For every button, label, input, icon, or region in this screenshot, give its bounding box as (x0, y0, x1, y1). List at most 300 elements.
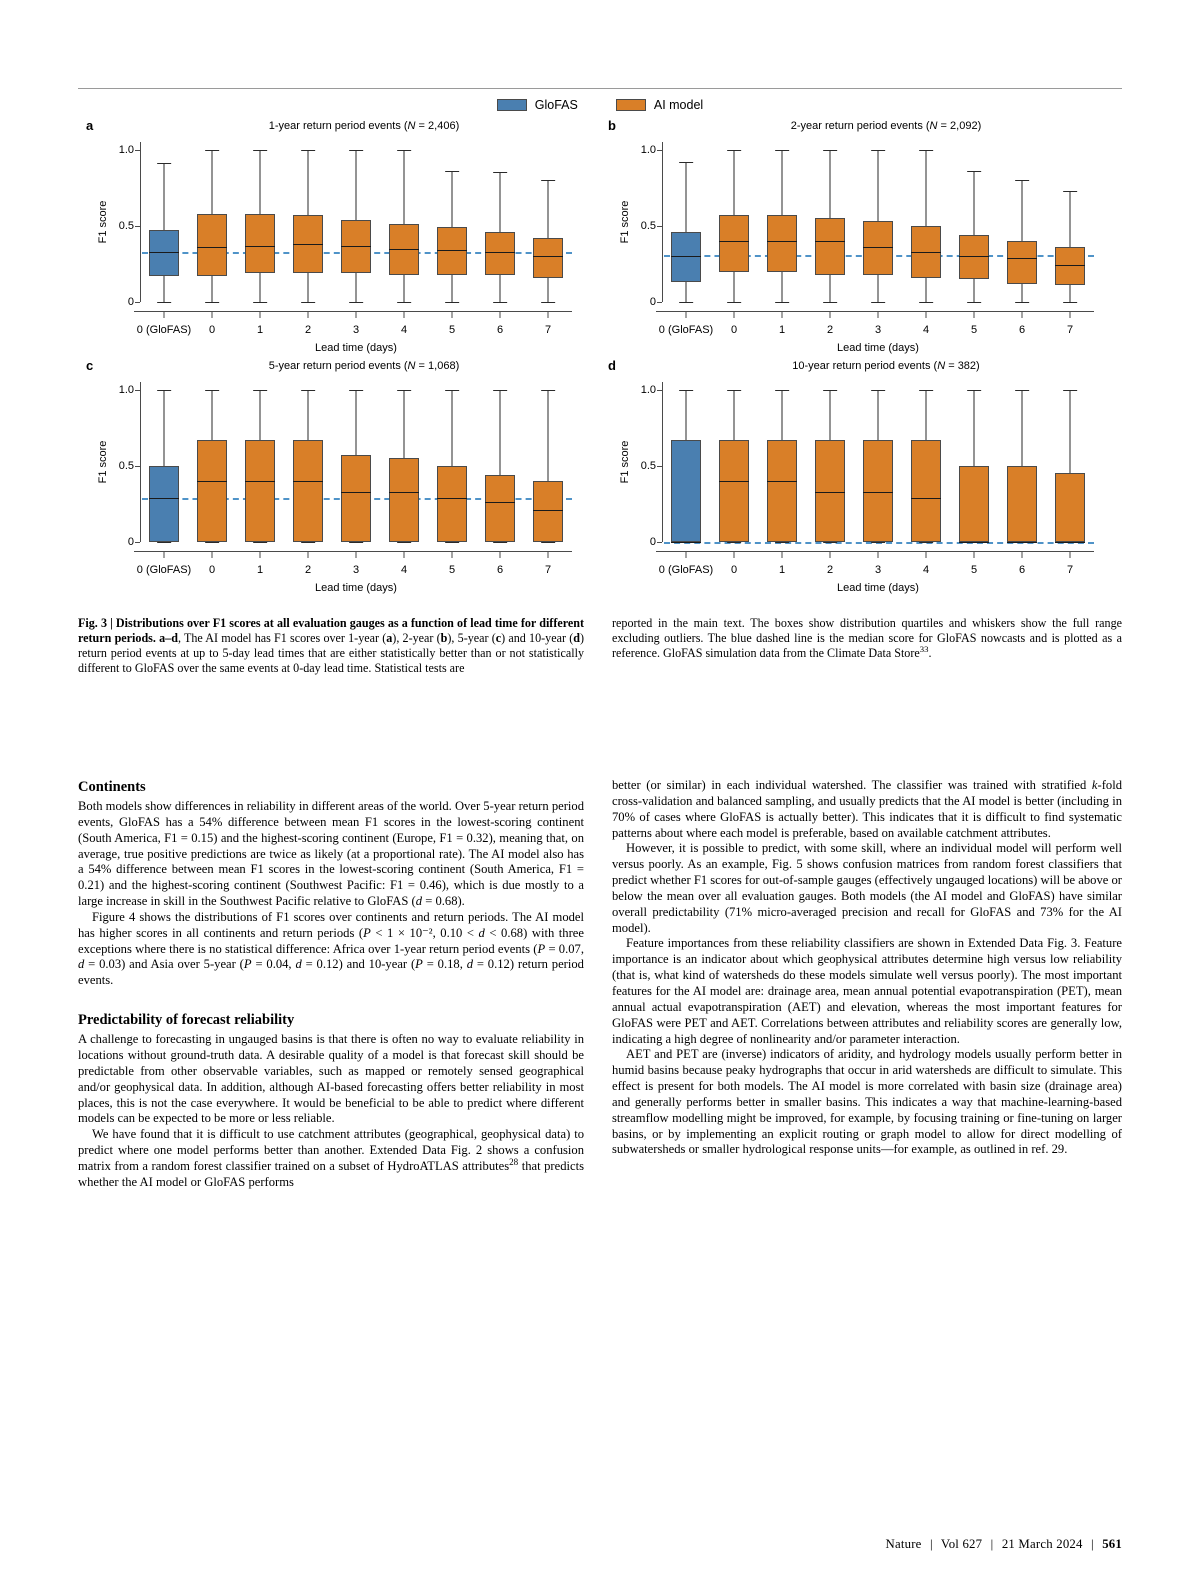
whisker-upper-a-2 (260, 150, 261, 214)
x-tick-label-b-7: 6 (1018, 324, 1026, 336)
whisker-cap-upper-a-7 (493, 172, 507, 173)
x-tick-d-0 (686, 552, 687, 558)
panel-letter-c: c (86, 358, 94, 373)
y-tick-a-1 (135, 226, 140, 227)
y-tick-label-a-1: 0.5 (118, 219, 134, 232)
y-tick-label-a-2: 1.0 (118, 143, 134, 156)
whisker-cap-lower-b-2 (775, 302, 789, 303)
median-b-6 (959, 256, 989, 257)
x-tick-label-a-8: 7 (544, 324, 552, 336)
whisker-cap-lower-b-3 (823, 302, 837, 303)
whisker-cap-lower-c-1 (205, 542, 219, 543)
whisker-lower-a-0 (164, 276, 165, 302)
panel-a (78, 118, 590, 358)
box-a-1 (197, 214, 227, 276)
whisker-upper-b-3 (830, 150, 831, 219)
x-tick-label-b-3: 2 (826, 324, 834, 336)
whisker-cap-upper-a-0 (157, 163, 171, 164)
whisker-cap-lower-a-7 (493, 302, 507, 303)
whisker-upper-a-6 (452, 171, 453, 227)
median-c-7 (485, 502, 515, 503)
whisker-cap-lower-b-5 (919, 302, 933, 303)
whisker-upper-c-6 (452, 390, 453, 466)
y-axis-label-d: F1 score (619, 440, 631, 484)
y-tick-d-0 (657, 542, 662, 543)
whisker-upper-b-4 (878, 150, 879, 222)
whisker-cap-lower-b-0 (679, 302, 693, 303)
median-c-3 (293, 481, 323, 482)
x-axis-label-c: Lead time (days) (315, 582, 397, 594)
box-a-8 (533, 238, 563, 278)
y-tick-c-0 (135, 542, 140, 543)
heading-continents: Continents (78, 779, 146, 795)
x-tick-a-2 (260, 312, 261, 318)
median-c-2 (245, 481, 275, 482)
legend-label-glofas: GloFAS (534, 98, 578, 112)
footer-page-number: 561 (1102, 1537, 1122, 1551)
y-axis-d (662, 382, 663, 542)
whisker-cap-upper-a-3 (301, 150, 315, 151)
whisker-upper-d-1 (734, 390, 735, 440)
page-footer (886, 1537, 1122, 1552)
whisker-upper-d-6 (974, 390, 975, 466)
box-c-1 (197, 440, 227, 542)
panel-title-d: 10-year return period events (N = 382) (792, 360, 980, 372)
x-tick-label-b-0: 0 (GloFAS) (658, 324, 714, 336)
whisker-upper-b-6 (974, 171, 975, 235)
x-tick-label-d-5: 4 (922, 564, 930, 576)
median-c-6 (437, 498, 467, 499)
whisker-upper-a-8 (548, 180, 549, 238)
whisker-cap-lower-a-5 (397, 302, 411, 303)
y-tick-d-1 (657, 466, 662, 467)
box-b-7 (1007, 241, 1037, 284)
paragraph-right-1: better (or similar) in each individual watershed. The classifier was trained with stratified k-fold cross-validation and balanced sampling, and usually predicts that the AI model is better (including in 70% of cases where GloFAS is actually better). This indicates that it is difficult to find systematic patterns about where each model is preferable, based on available catchment attributes. (612, 778, 1122, 840)
whisker-lower-a-5 (404, 275, 405, 302)
legend-swatch-glofas (497, 99, 527, 111)
whisker-cap-upper-d-1 (727, 390, 741, 391)
whisker-lower-a-6 (452, 275, 453, 302)
whisker-upper-d-7 (1022, 390, 1023, 466)
whisker-cap-upper-b-1 (727, 150, 741, 151)
whisker-cap-lower-c-2 (253, 542, 267, 543)
panel-letter-d: d (608, 358, 616, 373)
x-tick-label-a-1: 0 (208, 324, 216, 336)
footer-volume: Vol 627 (940, 1537, 983, 1551)
heading-predictability: Predictability of forecast reliability (78, 1012, 295, 1029)
paragraph-right-3: Feature importances from these reliability classifiers are shown in Extended Data Fig. 3. Feature importance is an indicator about which geophysical attributes determine high versus low reliability (that is, what kind of watersheds do these models simulate well versus poorly). The most important features for the AI model are: drainage area, mean annual potential evapotranspiration (PET), mean annual actual evapotranspiration (AET) and elevation, whereas the most important features for GloFAS were PET and AET. Correlations between attributes and reliability scores are generally low, indicating a high degree of nonlinearity and/or parameter interaction. (612, 936, 1122, 1046)
plot-area-d (619, 382, 1094, 594)
median-a-8 (533, 256, 563, 257)
x-tick-a-6 (452, 312, 453, 318)
x-tick-label-a-3: 2 (304, 324, 312, 336)
median-a-4 (341, 246, 371, 247)
whisker-upper-c-5 (404, 390, 405, 459)
median-c-5 (389, 492, 419, 493)
whisker-cap-lower-c-6 (445, 542, 459, 543)
whisker-cap-lower-c-8 (541, 542, 555, 543)
whisker-lower-a-1 (212, 276, 213, 302)
panel-letter-a: a (86, 118, 94, 133)
footer-sep-3: | (1091, 1537, 1094, 1551)
y-axis-c (140, 382, 141, 542)
whisker-cap-upper-d-7 (1015, 390, 1029, 391)
box-c-2 (245, 440, 275, 542)
median-b-8 (1055, 265, 1085, 266)
x-axis-d (656, 551, 1094, 552)
x-tick-label-c-5: 4 (400, 564, 408, 576)
whisker-upper-a-1 (212, 150, 213, 214)
x-tick-label-b-2: 1 (778, 324, 786, 336)
whisker-upper-b-0 (686, 162, 687, 232)
x-tick-b-1 (734, 312, 735, 318)
whisker-cap-lower-b-4 (871, 302, 885, 303)
whisker-cap-lower-d-2 (775, 542, 789, 543)
whisker-lower-a-2 (260, 273, 261, 302)
x-tick-label-c-2: 1 (256, 564, 264, 576)
x-tick-label-d-2: 1 (778, 564, 786, 576)
y-tick-label-c-0: 0 (127, 536, 134, 548)
whisker-lower-a-4 (356, 273, 357, 302)
x-tick-label-d-6: 5 (970, 564, 978, 576)
x-tick-label-d-7: 6 (1018, 564, 1026, 576)
x-tick-d-2 (782, 552, 783, 558)
footer-date: 21 March 2024 (1001, 1537, 1083, 1551)
whisker-cap-lower-a-3 (301, 302, 315, 303)
x-tick-label-d-0: 0 (GloFAS) (658, 564, 714, 576)
y-axis-label-c: F1 score (97, 440, 109, 484)
whisker-lower-b-3 (830, 275, 831, 302)
whisker-lower-b-2 (782, 272, 783, 302)
x-tick-label-c-3: 2 (304, 564, 312, 576)
whisker-cap-upper-c-6 (445, 390, 459, 391)
median-a-7 (485, 252, 515, 253)
x-tick-label-b-8: 7 (1066, 324, 1074, 336)
whisker-cap-upper-c-3 (301, 390, 315, 391)
panel-letter-b: b (608, 118, 616, 133)
box-d-5 (911, 440, 941, 542)
median-a-5 (389, 249, 419, 250)
whisker-cap-upper-d-5 (919, 390, 933, 391)
whisker-lower-b-0 (686, 282, 687, 302)
whisker-cap-upper-c-5 (397, 390, 411, 391)
x-axis-label-a: Lead time (days) (315, 342, 397, 354)
whisker-upper-c-3 (308, 390, 309, 440)
whisker-cap-lower-a-2 (253, 302, 267, 303)
y-tick-a-2 (135, 150, 140, 151)
box-c-7 (485, 475, 515, 542)
y-tick-label-d-0: 0 (649, 536, 656, 548)
x-tick-a-5 (404, 312, 405, 318)
whisker-cap-lower-a-0 (157, 302, 171, 303)
box-c-5 (389, 458, 419, 542)
box-a-2 (245, 214, 275, 273)
whisker-cap-upper-a-4 (349, 150, 363, 151)
whisker-upper-d-3 (830, 390, 831, 440)
panel-d (600, 358, 1112, 598)
panel-title-b: 2-year return period events (N = 2,092) (790, 120, 982, 132)
whisker-cap-upper-d-2 (775, 390, 789, 391)
paragraph-predictability-2: We have found that it is difficult to use catchment attributes (geographical, geophysical data) to predict where one model performs better than another. Extended Data Fig. 2 shows a confusion matrix from a random forest classifier trained on a subset of HydroATLAS attributes$^{28}$ that predicts whether the AI model or GloFAS performs (78, 1127, 584, 1189)
whisker-cap-lower-b-1 (727, 302, 741, 303)
median-c-1 (197, 481, 227, 482)
median-d-8 (1055, 542, 1085, 543)
box-d-0 (671, 440, 701, 542)
whisker-cap-upper-a-6 (445, 171, 459, 172)
y-tick-label-b-0: 0 (649, 296, 656, 308)
x-tick-d-5 (926, 552, 927, 558)
box-b-1 (719, 215, 749, 271)
x-tick-label-d-8: 7 (1066, 564, 1074, 576)
whisker-cap-upper-c-1 (205, 390, 219, 391)
x-tick-d-3 (830, 552, 831, 558)
x-tick-c-6 (452, 552, 453, 558)
whisker-cap-lower-c-7 (493, 542, 507, 543)
y-tick-b-2 (657, 150, 662, 151)
x-tick-c-4 (356, 552, 357, 558)
x-tick-label-d-4: 3 (874, 564, 882, 576)
x-axis-label-b: Lead time (days) (837, 342, 919, 354)
whisker-cap-upper-a-2 (253, 150, 267, 151)
x-tick-b-6 (974, 312, 975, 318)
footer-sep-1: | (929, 1537, 933, 1551)
whisker-lower-b-8 (1070, 285, 1071, 302)
y-tick-b-0 (657, 302, 662, 303)
plot-area-a (97, 142, 572, 354)
top-rule (78, 88, 1122, 89)
paragraph-right-4: AET and PET are (inverse) indicators of aridity, and hydrology models usually perform better in humid basins because peaky hydrographs that occur in arid watersheds are difficult to simulate. This effect is present for both models. The AI model is more correlated with basin size (drainage area) and generally performs better in smaller basins. This indicates a way that machine-learning-based streamflow modelling might be improved, for example, by focusing training or fine-tuning on larger basins, or by implementing an explicit routing or graph model to allow for direct modelling of subwatersheds or smaller hydrological response units—for example, as outlined in ref. 29. (612, 1047, 1122, 1157)
median-b-5 (911, 252, 941, 253)
whisker-upper-a-4 (356, 150, 357, 220)
whisker-cap-lower-d-4 (871, 542, 885, 543)
x-tick-label-c-0: 0 (GloFAS) (136, 564, 192, 576)
body-column-right (612, 778, 1122, 1158)
whisker-upper-b-2 (782, 150, 783, 216)
box-b-3 (815, 218, 845, 274)
x-tick-b-7 (1022, 312, 1023, 318)
whisker-cap-upper-b-8 (1063, 191, 1077, 192)
whisker-upper-a-7 (500, 172, 501, 231)
whisker-cap-upper-b-5 (919, 150, 933, 151)
x-tick-label-a-0: 0 (GloFAS) (136, 324, 192, 336)
x-tick-c-8 (548, 552, 549, 558)
x-tick-label-a-2: 1 (256, 324, 264, 336)
whisker-lower-b-1 (734, 272, 735, 302)
x-tick-c-2 (260, 552, 261, 558)
panel-b (600, 118, 1112, 358)
whisker-lower-b-7 (1022, 284, 1023, 302)
box-c-6 (437, 466, 467, 542)
median-d-4 (863, 492, 893, 493)
box-d-1 (719, 440, 749, 542)
x-tick-d-4 (878, 552, 879, 558)
median-b-2 (767, 241, 797, 242)
x-tick-d-1 (734, 552, 735, 558)
x-tick-label-b-4: 3 (874, 324, 882, 336)
legend-label-ai-model: AI model (653, 98, 704, 112)
whisker-cap-upper-c-0 (157, 390, 171, 391)
x-tick-label-a-5: 4 (400, 324, 408, 336)
paragraph-continents-2: Figure 4 shows the distributions of F1 scores over continents and return periods. The AI model has higher scores in all continents and return periods (P < 1 × 10⁻², 0.10 < d < 0.68) with three exceptions where there is no statistical difference: Africa over 1-year return period events (P = 0.07, d = 0.03) and Asia over 5-year (P = 0.04, d = 0.12) and 10-year (P = 0.18, d = 0.12) return period events. (78, 909, 584, 988)
box-b-2 (767, 215, 797, 271)
x-axis-label-d: Lead time (days) (837, 582, 919, 594)
x-tick-a-0 (164, 312, 165, 318)
whisker-cap-lower-d-1 (727, 542, 741, 543)
x-tick-c-1 (212, 552, 213, 558)
x-tick-label-a-7: 6 (496, 324, 504, 336)
whisker-cap-upper-c-8 (541, 390, 555, 391)
legend-item-ai-model (616, 98, 703, 112)
x-tick-a-4 (356, 312, 357, 318)
whisker-cap-upper-c-4 (349, 390, 363, 391)
x-tick-label-b-5: 4 (922, 324, 930, 336)
x-tick-b-3 (830, 312, 831, 318)
median-b-7 (1007, 258, 1037, 259)
whisker-cap-upper-b-2 (775, 150, 789, 151)
whisker-upper-d-8 (1070, 390, 1071, 474)
median-b-3 (815, 241, 845, 242)
whisker-upper-a-3 (308, 150, 309, 216)
box-c-0 (149, 466, 179, 542)
whisker-cap-lower-a-8 (541, 302, 555, 303)
paragraph-continents-1: Both models show differences in reliability in different areas of the world. Over 5-year return period events, GloFAS has a 54% difference between mean F1 scores in the lowest-scoring continent (South America, F1 = 0.15) and the highest-scoring continent (Europe, F1 = 0.32), meaning that, on average, true positive predictions are twice as likely (at a proportional rate). The AI model also has a 54% difference between mean F1 scores in the lowest-scoring continent (South America, F1 = 0.21) and the highest-scoring continent (Southwest Pacific: F1 = 0.46), which is due mostly to a large increase in skill in the Southwest Pacific relative to GloFAS (d = 0.68). (78, 799, 584, 909)
figure-caption-right: reported in the main text. The boxes show distribution quartiles and whiskers show the full range excluding outliers. The blue dashed line is the median score for GloFAS nowcasts and is plotted as a reference. GloFAS simulation data from the Climate Data Store$^{33}$. (612, 616, 1122, 661)
whisker-cap-lower-c-4 (349, 542, 363, 543)
footer-journal: Nature (885, 1537, 922, 1551)
box-d-8 (1055, 473, 1085, 542)
x-tick-b-2 (782, 312, 783, 318)
x-axis-c (134, 551, 572, 552)
x-tick-a-8 (548, 312, 549, 318)
x-tick-label-d-1: 0 (730, 564, 738, 576)
x-tick-a-7 (500, 312, 501, 318)
x-tick-label-a-6: 5 (448, 324, 456, 336)
y-tick-label-b-2: 1.0 (640, 143, 656, 156)
box-d-7 (1007, 466, 1037, 542)
x-tick-b-5 (926, 312, 927, 318)
whisker-cap-upper-d-0 (679, 390, 693, 391)
x-tick-label-d-3: 2 (826, 564, 834, 576)
whisker-upper-d-2 (782, 390, 783, 440)
x-tick-label-b-6: 5 (970, 324, 978, 336)
legend-swatch-ai-model (616, 99, 646, 111)
x-tick-d-6 (974, 552, 975, 558)
whisker-cap-upper-b-6 (967, 171, 981, 172)
whisker-upper-b-8 (1070, 191, 1071, 247)
plot-area-c (97, 382, 572, 594)
whisker-cap-upper-a-8 (541, 180, 555, 181)
whisker-cap-lower-b-7 (1015, 302, 1029, 303)
median-d-0 (671, 542, 701, 543)
y-tick-label-b-1: 0.5 (640, 219, 656, 232)
x-tick-a-3 (308, 312, 309, 318)
whisker-cap-upper-b-4 (871, 150, 885, 151)
median-c-8 (533, 510, 563, 511)
x-tick-d-8 (1070, 552, 1071, 558)
whisker-upper-d-0 (686, 390, 687, 440)
median-c-4 (341, 492, 371, 493)
panel-c (78, 358, 590, 598)
x-axis-a (134, 311, 572, 312)
median-d-1 (719, 481, 749, 482)
x-tick-label-c-4: 3 (352, 564, 360, 576)
whisker-upper-c-0 (164, 390, 165, 466)
median-b-1 (719, 241, 749, 242)
whisker-lower-a-8 (548, 278, 549, 302)
y-tick-label-c-2: 1.0 (118, 383, 134, 396)
x-tick-c-0 (164, 552, 165, 558)
y-tick-c-2 (135, 390, 140, 391)
y-tick-a-0 (135, 302, 140, 303)
whisker-cap-lower-b-8 (1063, 302, 1077, 303)
box-c-4 (341, 455, 371, 542)
body-column-left (78, 778, 584, 1191)
x-tick-b-0 (686, 312, 687, 318)
whisker-cap-upper-c-2 (253, 390, 267, 391)
y-axis-a (140, 142, 141, 302)
median-a-0 (149, 252, 179, 253)
whisker-upper-a-0 (164, 163, 165, 230)
median-d-6 (959, 542, 989, 543)
whisker-upper-a-5 (404, 150, 405, 225)
x-tick-label-c-8: 7 (544, 564, 552, 576)
whisker-cap-lower-a-4 (349, 302, 363, 303)
panel-title-c: 5-year return period events (N = 1,068) (268, 360, 460, 372)
y-tick-label-d-1: 0.5 (640, 459, 656, 472)
whisker-cap-lower-d-5 (919, 542, 933, 543)
x-tick-label-c-6: 5 (448, 564, 456, 576)
whisker-cap-lower-a-1 (205, 302, 219, 303)
y-axis-b (662, 142, 663, 302)
footer-sep-2: | (990, 1537, 994, 1551)
x-tick-a-1 (212, 312, 213, 318)
box-d-6 (959, 466, 989, 542)
x-tick-b-8 (1070, 312, 1071, 318)
whisker-lower-b-6 (974, 279, 975, 302)
whisker-upper-d-4 (878, 390, 879, 440)
median-a-6 (437, 250, 467, 251)
whisker-upper-b-1 (734, 150, 735, 216)
y-tick-label-c-1: 0.5 (118, 459, 134, 472)
whisker-upper-d-5 (926, 390, 927, 440)
whisker-cap-lower-b-6 (967, 302, 981, 303)
whisker-cap-upper-d-4 (871, 390, 885, 391)
median-b-0 (671, 256, 701, 257)
median-c-0 (149, 498, 179, 499)
x-tick-b-4 (878, 312, 879, 318)
median-d-5 (911, 498, 941, 499)
figure-legend (78, 98, 1122, 112)
whisker-cap-upper-b-7 (1015, 180, 1029, 181)
panel-title-a: 1-year return period events (N = 2,406) (268, 120, 460, 132)
whisker-cap-upper-b-3 (823, 150, 837, 151)
x-axis-b (656, 311, 1094, 312)
whisker-lower-a-7 (500, 275, 501, 302)
whisker-cap-upper-d-6 (967, 390, 981, 391)
whisker-cap-lower-a-6 (445, 302, 459, 303)
x-tick-c-5 (404, 552, 405, 558)
median-d-7 (1007, 542, 1037, 543)
box-d-2 (767, 440, 797, 542)
whisker-cap-upper-d-3 (823, 390, 837, 391)
whisker-upper-b-7 (1022, 180, 1023, 241)
x-tick-c-3 (308, 552, 309, 558)
paragraph-predictability-1: A challenge to forecasting in ungauged basins is that there is often no way to evaluate reliability in locations without ground-truth data. A desirable quality of a model is that forecast skill should be predictable from other observable variables, such as mapped or remotely sensed geographical and/or geophysical data. In addition, although AI-based forecasting offers better reliability in most places, this is not the case everywhere. It would be beneficial to be able to predict where different models can be expected to be more or less reliable. (78, 1032, 584, 1126)
y-axis-label-b: F1 score (619, 200, 631, 244)
whisker-cap-lower-c-5 (397, 542, 411, 543)
whisker-cap-lower-c-0 (157, 542, 171, 543)
figure-caption-left: Fig. 3 | Distributions over F1 scores at all evaluation gauges as a function of lead time for different return periods. a–d, The AI model has F1 scores over 1-year (a), 2-year (b), 5-year (c) and 10-year (d) return period events at up to 5-day lead times that are either statistically better than or not statistically different to GloFAS over the same events at 0-day lead time. Statistical tests are (78, 616, 584, 676)
